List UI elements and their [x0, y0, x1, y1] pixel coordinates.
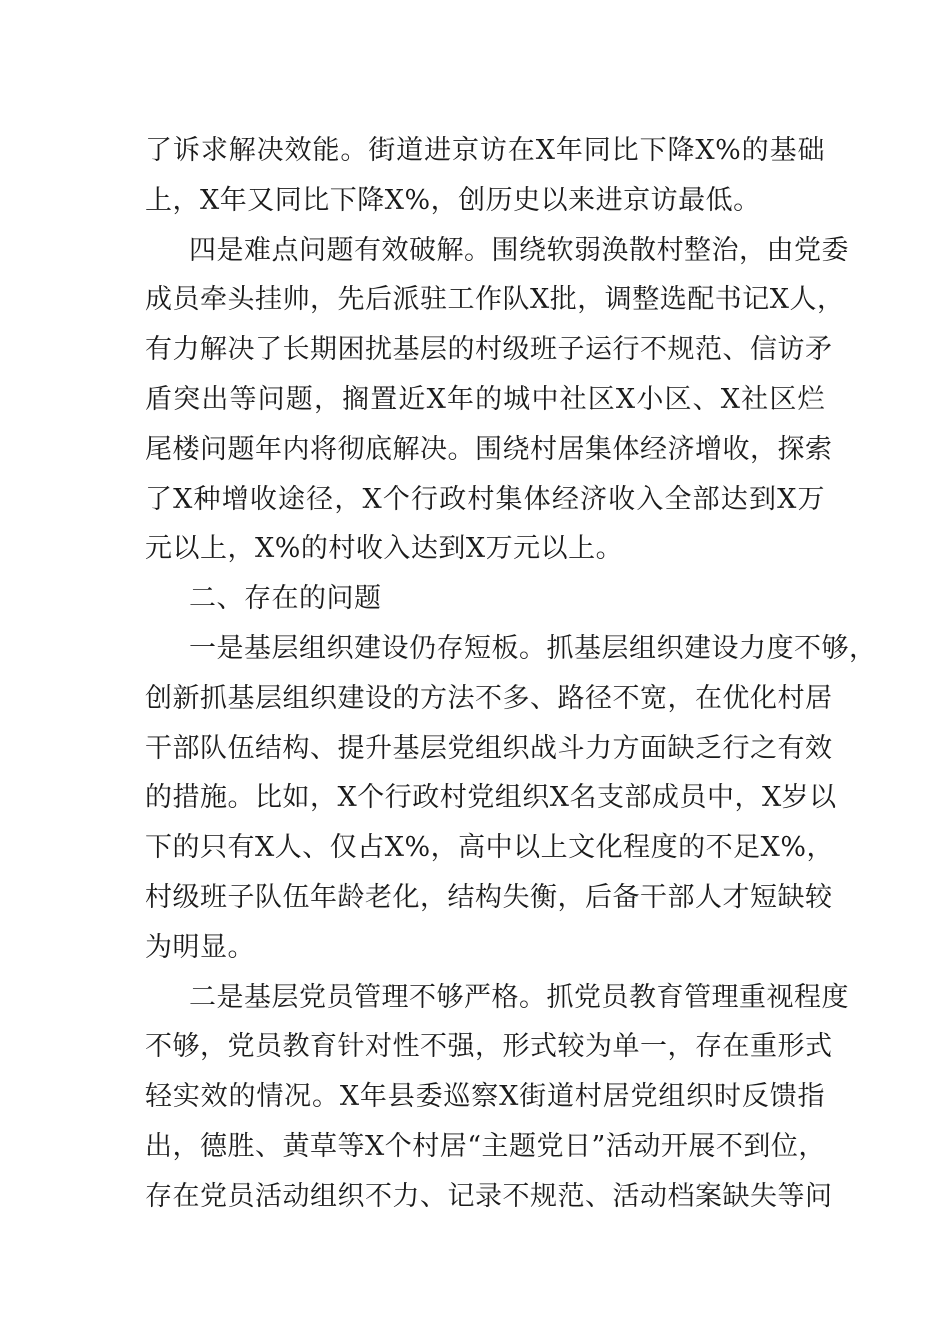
paragraph-start-line: 四是难点问题有效破解。围绕软弱涣散村整治，由党委: [189, 234, 849, 266]
text-line: 元以上，X%的村收入达到X万元以上。: [145, 533, 624, 565]
text-line: 成员牵头挂帅，先后派驻工作队X批，调整选配书记X人，: [145, 284, 845, 316]
section-heading: 二、存在的问题: [189, 583, 382, 615]
text-line: 下的只有X人、仅占X%，高中以上文化程度的不足X%，: [145, 832, 834, 864]
text-line: 创新抓基层组织建设的方法不多、路径不宽，在优化村居: [145, 682, 833, 714]
text-line: 出，德胜、黄草等X个村居“主题党日”活动开展不到位，: [145, 1130, 826, 1162]
text-line: 轻实效的情况。X年县委巡察X街道村居党组织时反馈指: [145, 1081, 825, 1113]
text-line: 上，X年又同比下降X%，创历史以来进京访最低。: [145, 184, 761, 216]
text-line: 村级班子队伍年龄老化，结构失衡，后备干部人才短缺较: [145, 881, 833, 913]
text-line: 为明显。: [145, 931, 255, 963]
text-line: 盾突出等问题，搁置近X年的城中社区X小区、X社区烂: [145, 383, 825, 415]
text-line: 的措施。比如，X个行政村党组织X名支部成员中，X岁以: [145, 782, 837, 814]
text-line: 存在党员活动组织不力、记录不规范、活动档案缺失等问: [145, 1180, 833, 1212]
text-line: 尾楼问题年内将彻底解决。围绕村居集体经济增收，探索: [145, 433, 833, 465]
text-line: 有力解决了长期困扰基层的村级班子运行不规范、信访矛: [145, 334, 833, 366]
paragraph-start-line: 二是基层党员管理不够严格。抓党员教育管理重视程度: [189, 981, 849, 1013]
document-body: [145, 126, 877, 1222]
text-line: 干部队伍结构、提升基层党组织战斗力方面缺乏行之有效: [145, 732, 833, 764]
paragraph-start-line: 一是基层组织建设仍存短板。抓基层组织建设力度不够，: [189, 632, 877, 664]
text-line: 不够，党员教育针对性不强，形式较为单一，存在重形式: [145, 1031, 833, 1063]
text-line: 了诉求解决效能。街道进京访在X年同比下降X%的基础: [145, 135, 825, 166]
text-line: 了X种增收途径，X个行政村集体经济收入全部达到X万: [145, 483, 825, 515]
